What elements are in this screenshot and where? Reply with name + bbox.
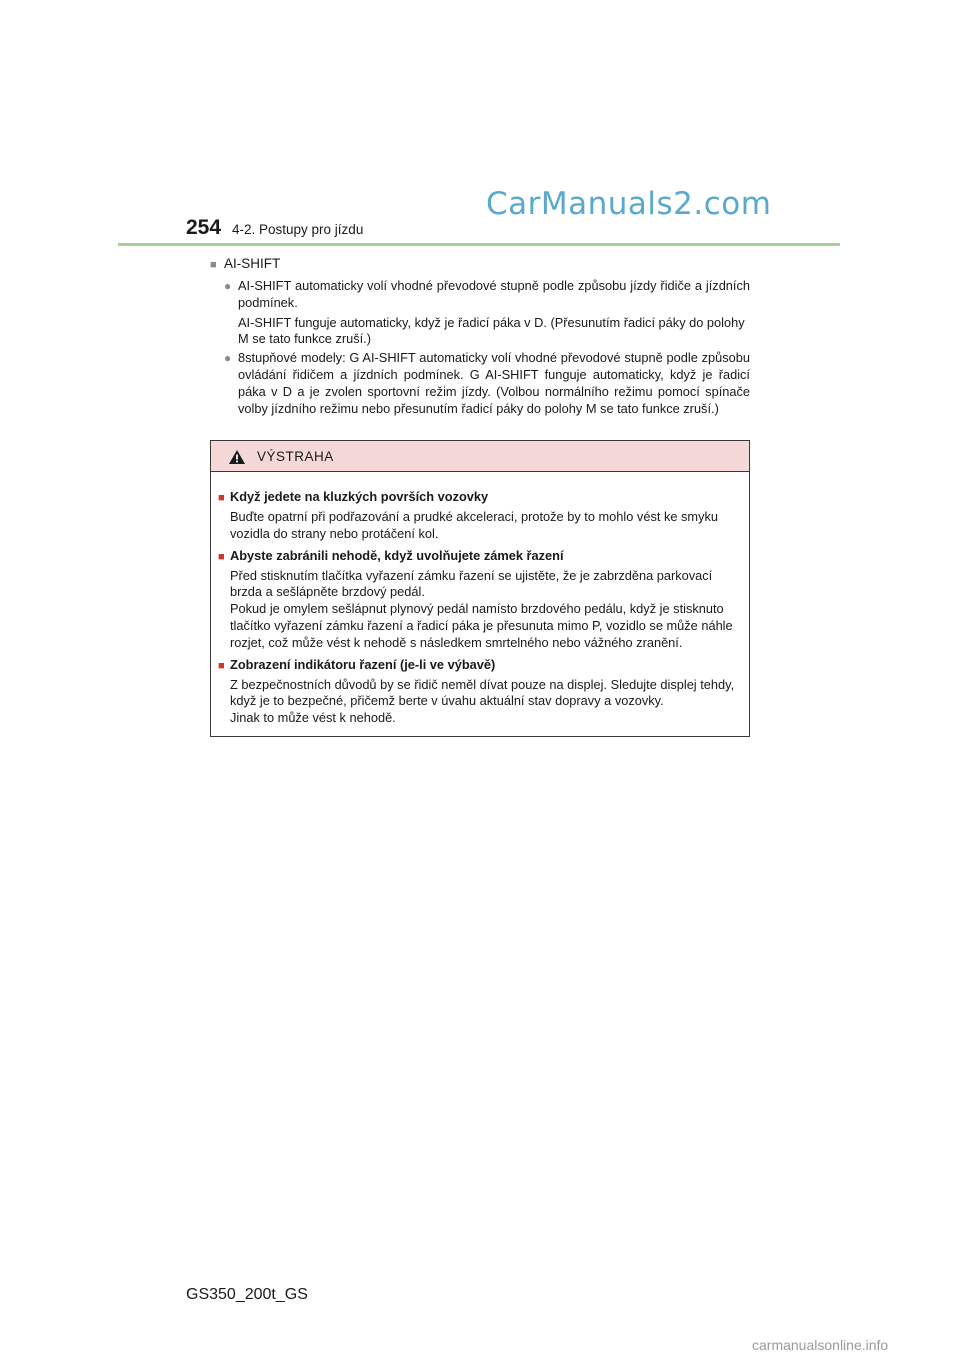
watermark-top: CarManuals2.com [486,186,772,222]
square-bullet-icon: ■ [210,259,217,271]
warning-item-heading-text: Abyste zabránili nehodě, když uvolňujete zámek řazení [230,547,564,563]
ai-shift-bullet-1 [210,278,750,312]
warning-header [211,441,749,472]
watermark-bottom: carmanualsonline.info [752,1337,889,1353]
round-bullet-icon: ● [224,279,232,293]
warning-item-heading [218,656,741,675]
footer-model-code: GS350_200t_GS [186,1286,308,1303]
warning-body [211,472,749,727]
ai-shift-heading-text: AI-SHIFT [224,256,281,271]
round-bullet-icon: ● [224,351,232,366]
red-square-icon: ■ [218,659,225,672]
warning-item-heading [218,488,741,507]
page-number: 254 [186,216,222,239]
warning-triangle-icon [228,449,246,470]
main-content [210,255,750,417]
ai-shift-bullet-2-text: 8stupňové modely: G AI-SHIFT automaticky volí vhodné převodové stupně podle způsobu ovládání řidičem a jízdních podmínek. G AI-SHIFT funguje automaticky, když je řadicí páka v D a je zvolen sportovní režim jízdy. (Volbou normálního režimu pomocí spínače volby jízdního režimu nebo přesunutím řadicí páky do polohy M se tato funkce zruší.) [238,350,750,416]
red-square-icon: ■ [218,492,225,504]
warning-item-text: Z bezpečnostních důvodů by se řidič neměl dívat pouze na displej. Sledujte displej tehdy, když je to bezpečné, přičemž berte v úvahu aktuální stav dopravy a vozovky. Jinak to může vést k nehodě. [230,676,735,726]
warning-box [210,440,750,737]
warning-item-heading [218,547,741,566]
warning-item-text: Před stisknutím tlačítka vyřazení zámku řazení se ujistěte, že je zabrzděna parkovací brzda a sešlápněte brzdový pedál. Pokud je omylem sešlápnut plynový pedál namísto brzdového pedálu, když je stisknuto tlačítko vyřazení zámku řazení a řadicí páka je přesunuta mimo P, vozidlo se může náhle rozjet, což může vést k nehodě s následkem smrtelného nebo vážného zranění. [230,567,733,650]
ai-shift-bullet-2 [210,350,750,417]
warning-item-heading-text: Zobrazení indikátoru řazení (je-li ve výbavě) [230,656,496,672]
red-square-icon: ■ [218,550,225,563]
ai-shift-heading [210,255,750,274]
warning-item-heading-text: Když jedete na kluzkých površích vozovky [230,489,489,504]
warning-label: VÝSTRAHA [257,449,334,464]
section-title: 4-2. Postupy pro jízdu [232,222,364,237]
ai-shift-note: AI-SHIFT funguje automaticky, když je řadicí páka v D. (Přesunutím řadicí páky do polohy M se tato funkce zruší.) [238,314,745,347]
ai-shift-bullet-1-text: AI-SHIFT automaticky volí vhodné převodové stupně podle způsobu jízdy řidiče a jízdních podmínek. [238,278,750,310]
header-divider [118,243,840,246]
warning-item-text: Buďte opatrní při podřazování a prudké akceleraci, protože by to mohlo vést ke smyku vozidla do strany nebo protáčení kol. [230,509,719,541]
